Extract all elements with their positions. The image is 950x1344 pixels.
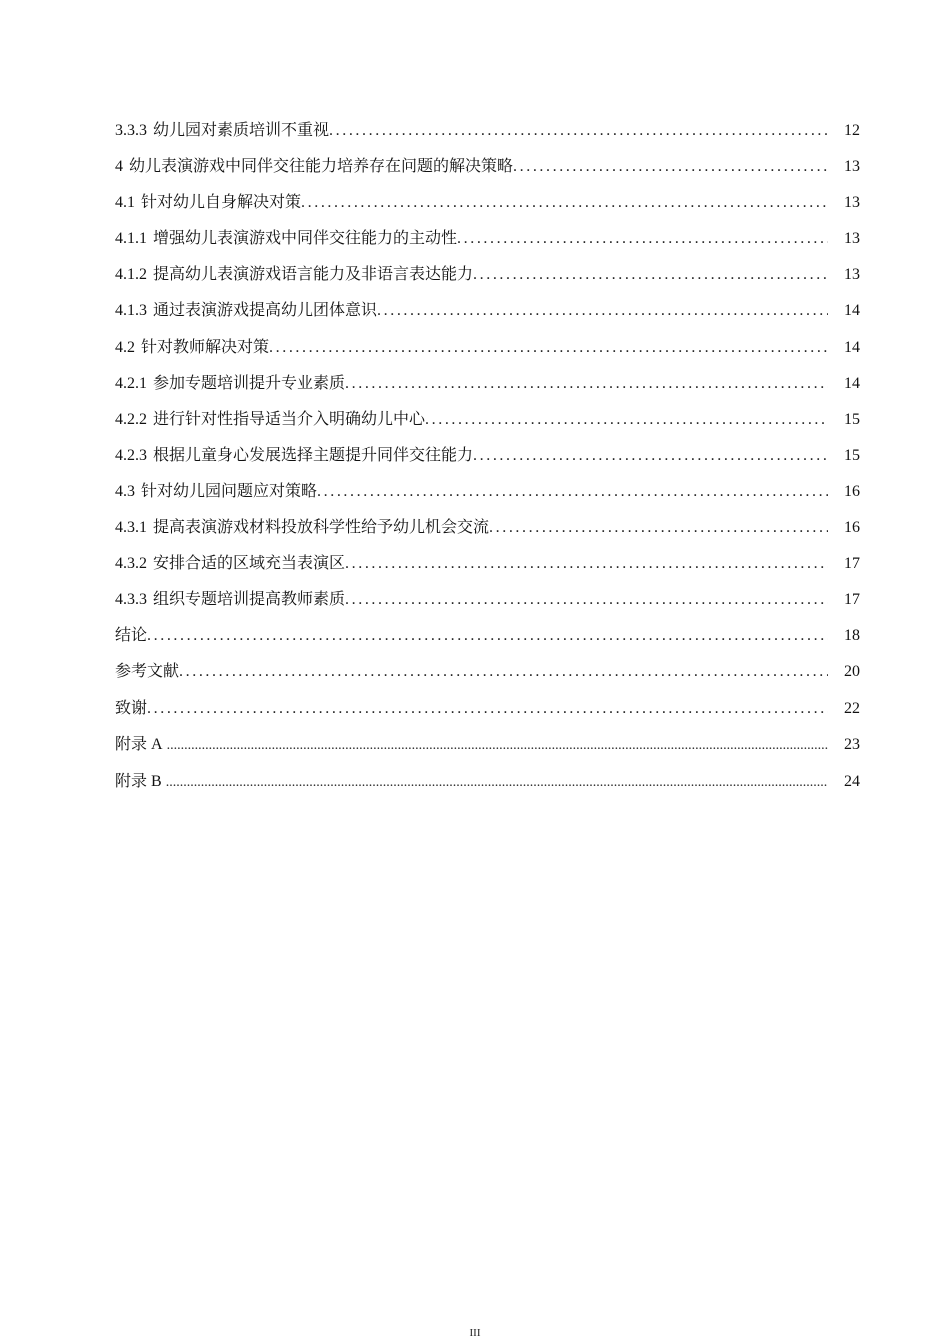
toc-entry-title: 针对幼儿园问题应对策略 bbox=[141, 482, 318, 500]
toc-entry-title: 组织专题培训提高教师素质 bbox=[153, 591, 346, 609]
toc-entry-title: 通过表演游戏提高幼儿团体意识 bbox=[153, 302, 378, 320]
toc-dot-leader bbox=[425, 406, 828, 434]
toc-entry-title: 参加专题培训提升专业素质 bbox=[153, 374, 346, 392]
toc-dot-leader bbox=[457, 225, 828, 253]
table-of-contents bbox=[115, 117, 860, 805]
toc-entry-page: 12 bbox=[844, 122, 860, 139]
toc-dot-leader bbox=[167, 732, 828, 760]
toc-entry-page: 24 bbox=[844, 772, 860, 790]
toc-entry-4-1[interactable] bbox=[115, 189, 860, 225]
toc-entry-acknowledgements[interactable] bbox=[115, 695, 860, 731]
toc-dot-leader bbox=[301, 189, 828, 217]
toc-entry-page: 18 bbox=[844, 627, 860, 645]
toc-entry-number: 4 bbox=[115, 158, 123, 176]
toc-entry-number: 4.2 bbox=[115, 338, 135, 356]
toc-entry-page: 16 bbox=[844, 519, 860, 537]
toc-dot-leader bbox=[345, 370, 828, 398]
toc-entry-number: 4.2.2 bbox=[115, 410, 147, 428]
toc-entry-4-1-2[interactable] bbox=[115, 261, 860, 297]
toc-entry-title: 提高幼儿表演游戏语言能力及非语言表达能力 bbox=[153, 266, 474, 284]
toc-entry-4-2-2[interactable] bbox=[115, 406, 860, 442]
toc-entry-appendix-b[interactable] bbox=[115, 768, 860, 805]
toc-entry-page: 13 bbox=[844, 230, 860, 248]
toc-entry-title: 针对幼儿自身解决对策 bbox=[141, 194, 302, 212]
toc-entry-title: 增强幼儿表演游戏中同伴交往能力的主动性 bbox=[153, 230, 458, 248]
toc-entry-title: 幼儿园对素质培训不重视 bbox=[153, 122, 330, 139]
toc-dot-leader bbox=[473, 442, 828, 470]
toc-entry-page: 13 bbox=[844, 266, 860, 284]
toc-entry-number: 4.1 bbox=[115, 194, 135, 212]
toc-entry-page: 15 bbox=[844, 446, 860, 464]
toc-entry-number: 4.1.3 bbox=[115, 302, 147, 320]
toc-entry-number: 3.3.3 bbox=[115, 122, 147, 139]
toc-entry-title: 针对教师解决对策 bbox=[141, 338, 270, 356]
toc-entry-page: 13 bbox=[844, 158, 860, 176]
toc-entry-number: 4.2.1 bbox=[115, 374, 147, 392]
toc-entry-title: 参考文献 bbox=[115, 663, 180, 681]
toc-entry-references[interactable] bbox=[115, 658, 860, 694]
toc-entry-4-3[interactable] bbox=[115, 478, 860, 514]
toc-entry-page: 14 bbox=[844, 338, 860, 356]
toc-entry-page: 22 bbox=[844, 699, 860, 717]
toc-dot-leader bbox=[147, 695, 828, 723]
toc-entry-page: 23 bbox=[844, 735, 860, 753]
toc-entry-3-3-3[interactable] bbox=[115, 117, 860, 153]
toc-entry-page: 16 bbox=[844, 482, 860, 500]
toc-dot-leader bbox=[473, 261, 828, 289]
toc-entry-page: 17 bbox=[844, 591, 860, 609]
toc-dot-leader bbox=[269, 334, 828, 362]
toc-entry-number: 4.2.3 bbox=[115, 446, 147, 464]
toc-dot-leader bbox=[345, 550, 828, 578]
toc-entry-page: 17 bbox=[844, 555, 860, 573]
toc-entry-title: 进行针对性指导适当介入明确幼儿中心 bbox=[153, 410, 426, 428]
toc-entry-conclusion[interactable] bbox=[115, 622, 860, 658]
toc-entry-title: 幼儿表演游戏中同伴交往能力培养存在问题的解决策略 bbox=[129, 158, 514, 176]
toc-entry-number: 4.3.3 bbox=[115, 591, 147, 609]
page-number: III bbox=[469, 1327, 481, 1339]
toc-entry-title: 提高表演游戏材料投放科学性给予幼儿机会交流 bbox=[153, 519, 490, 537]
toc-entry-4[interactable] bbox=[115, 153, 860, 189]
toc-entry-number: 4.1.1 bbox=[115, 230, 147, 248]
toc-entry-appendix-a[interactable] bbox=[115, 731, 860, 768]
toc-entry-title: 附录 B bbox=[115, 772, 162, 790]
toc-entry-4-1-3[interactable] bbox=[115, 297, 860, 333]
toc-entry-title: 致谢 bbox=[115, 699, 148, 717]
toc-dot-leader bbox=[513, 153, 828, 181]
toc-entry-number: 4.1.2 bbox=[115, 266, 147, 284]
toc-entry-page: 20 bbox=[844, 663, 860, 681]
toc-entry-title: 结论 bbox=[115, 627, 148, 645]
toc-dot-leader bbox=[329, 117, 828, 145]
toc-entry-number: 4.3 bbox=[115, 482, 135, 500]
toc-entry-title: 附录 A bbox=[115, 735, 163, 753]
toc-entry-4-2-3[interactable] bbox=[115, 442, 860, 478]
toc-entry-4-3-2[interactable] bbox=[115, 550, 860, 586]
toc-entry-4-2[interactable] bbox=[115, 334, 860, 370]
toc-dot-leader bbox=[179, 658, 828, 686]
toc-dot-leader bbox=[345, 586, 828, 614]
toc-entry-number: 4.3.2 bbox=[115, 555, 147, 573]
toc-entry-page: 13 bbox=[844, 194, 860, 212]
toc-entry-4-3-3[interactable] bbox=[115, 586, 860, 622]
toc-dot-leader bbox=[377, 297, 828, 325]
toc-dot-leader bbox=[147, 622, 828, 650]
toc-entry-number: 4.3.1 bbox=[115, 519, 147, 537]
toc-entry-4-2-1[interactable] bbox=[115, 370, 860, 406]
toc-dot-leader bbox=[489, 514, 828, 542]
toc-entry-title: 根据儿童身心发展选择主题提升同伴交往能力 bbox=[153, 446, 474, 464]
toc-entry-title: 安排合适的区域充当表演区 bbox=[153, 555, 346, 573]
toc-entry-4-1-1[interactable] bbox=[115, 225, 860, 261]
toc-entry-4-3-1[interactable] bbox=[115, 514, 860, 550]
toc-entry-page: 14 bbox=[844, 374, 860, 392]
toc-entry-page: 14 bbox=[844, 302, 860, 320]
toc-entry-page: 15 bbox=[844, 410, 860, 428]
toc-dot-leader bbox=[166, 769, 828, 797]
toc-dot-leader bbox=[317, 478, 828, 506]
